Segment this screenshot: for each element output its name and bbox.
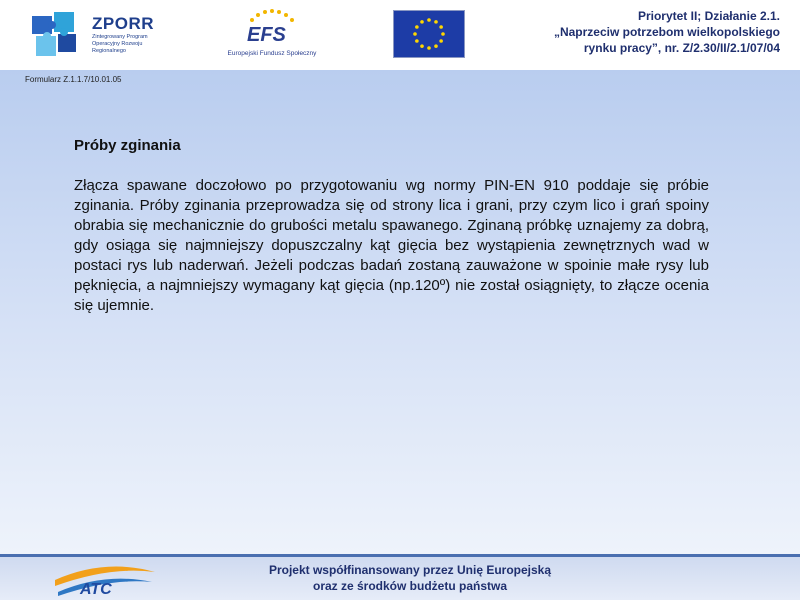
- eu-star: [420, 44, 424, 48]
- efs-caption: Europejski Fundusz Społeczny: [227, 50, 317, 57]
- eu-star: [439, 25, 443, 29]
- eu-flag: [393, 10, 465, 58]
- priority-line-2: „Naprzeciw potrzebom wielkopolskiego: [553, 25, 780, 39]
- eu-flag-icon: [394, 11, 464, 57]
- footer-line-1: Projekt współfinansowany przez Unię Europejską: [268, 563, 552, 577]
- eu-star: [415, 25, 419, 29]
- zporr-subtitle: Zintegrowany Program Operacyjny Rozwoju Regionalnego: [92, 34, 148, 54]
- eu-star: [427, 46, 431, 50]
- eu-star: [420, 20, 424, 24]
- puzzle-logo-icon: [30, 10, 88, 60]
- zporr-logo: [30, 10, 160, 62]
- form-code: Formularz Z.1.1.7/10.01.05: [25, 75, 122, 84]
- eu-star: [413, 32, 417, 36]
- eu-star: [427, 18, 431, 22]
- priority-line-3: rynku pracy”, nr. Z/2.30/II/2.1/07/04: [583, 41, 780, 55]
- priority-info: [520, 8, 780, 56]
- atc-logo-text: ATC: [80, 581, 112, 598]
- atc-logo: [50, 558, 160, 598]
- eu-star: [441, 32, 445, 36]
- eu-star: [415, 39, 419, 43]
- eu-star: [434, 44, 438, 48]
- atc-logo-icon: [50, 558, 160, 598]
- zporr-title: ZPORR: [92, 14, 154, 33]
- content-heading: Próby zginania: [74, 137, 181, 154]
- efs-logo-text: EFS: [247, 24, 286, 46]
- header: [0, 0, 800, 70]
- eu-star: [434, 20, 438, 24]
- content-body: Złącza spawane doczołowo po przygotowaniu wg normy PIN-EN 910 poddaje się próbie zginania. Próby zginania przeprowadza się od strony lica i grani, przy czym lico i grań spoiny obrabia się mechanicznie do grubości metalu spawanego. Zginaną próbkę uznajemy za dobrą, gdy osiąga się najmniejszy dopuszczalny kąt gięcia bez wystąpienia zewnętrznych wad w postaci rys lub naderwań. Jeżeli podczas badań zostaną zauważone w spoinie małe rysy lub pęknięcia, a najmniejszy wymagany kąt gięcia (np.120º) nie został osiągnięty, to złącze ocenia się ujemnie.: [74, 177, 709, 314]
- eu-star: [439, 39, 443, 43]
- efs-logo: [222, 8, 322, 62]
- content: [74, 136, 709, 316]
- footer-line-2: oraz ze środków budżetu państwa: [312, 579, 508, 593]
- footer-text: [200, 562, 620, 594]
- priority-line-1: Priorytet II; Działanie 2.1.: [637, 9, 780, 23]
